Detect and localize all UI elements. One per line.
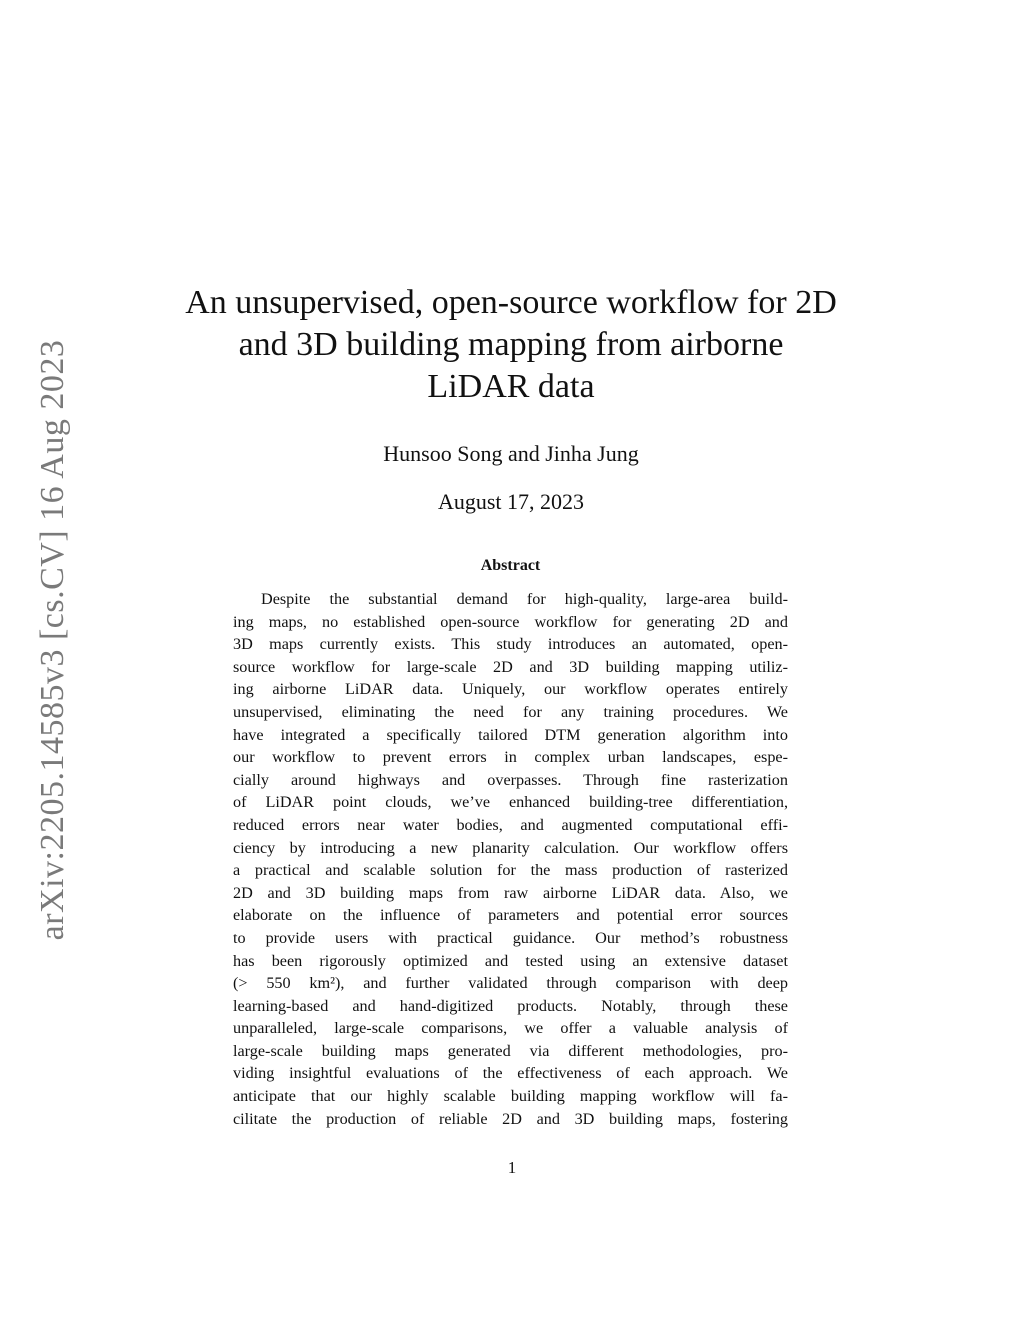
abstract-line: viding insightful evaluations of the effectiveness of each approach. We	[233, 1064, 788, 1083]
abstract-line: have integrated a specifically tailored DTM generation algorithm into	[233, 725, 788, 744]
abstract-line: has been rigorously optimized and tested using an extensive dataset	[233, 951, 788, 970]
abstract-line: elaborate on the influence of parameters and potential error sources	[233, 906, 788, 925]
abstract-line: our workflow to prevent errors in complex urban landscapes, espe-	[233, 748, 788, 767]
abstract-line: ing airborne LiDAR data. Uniquely, our workflow operates entirely	[233, 680, 788, 699]
abstract-line: Despite the substantial demand for high-quality, large-area build-	[261, 590, 788, 608]
abstract-line: large-scale building maps generated via different methodologies, pro-	[233, 1041, 788, 1060]
title-line: and 3D building mapping from airborne	[238, 326, 784, 363]
abstract-line: 3D maps currently exists. This study introduces an automated, open-	[233, 635, 788, 654]
abstract-line: cially around highways and overpasses. Through fine rasterization	[233, 770, 788, 789]
abstract-body	[233, 588, 788, 1130]
publication-date: August 17, 2023	[437, 489, 585, 514]
abstract-line: cilitate the production of reliable 2D and 3D building maps, fostering	[233, 1109, 788, 1128]
abstract-line: ing maps, no established open-source workflow for generating 2D and	[233, 612, 788, 631]
abstract-line: ciency by introducing a new planarity calculation. Our workflow offers	[233, 838, 788, 857]
abstract-line: unparalleled, large-scale comparisons, we offer a valuable analysis of	[233, 1019, 788, 1038]
abstract-line: unsupervised, eliminating the need for any training procedures. We	[233, 702, 788, 721]
paper-title	[170, 282, 852, 408]
arxiv-identifier: arXiv:2205.14585v3 [cs.CV] 16 Aug 2023	[34, 339, 71, 941]
author-list: Hunsoo Song and Jinha Jung	[383, 441, 639, 466]
abstract-line: (> 550 km²), and further validated through comparison with deep	[233, 974, 788, 993]
abstract-line: anticipate that our highly scalable building mapping workflow will fa-	[233, 1087, 788, 1106]
abstract-line: reduced errors near water bodies, and augmented computational effi-	[233, 815, 788, 834]
title-line: LiDAR data	[427, 368, 595, 405]
abstract-line: learning-based and hand-digitized products. Notably, through these	[233, 996, 788, 1015]
page-number: 1	[507, 1158, 517, 1177]
abstract-line: of LiDAR point clouds, we’ve enhanced building-tree differentiation,	[233, 793, 788, 812]
abstract-line: to provide users with practical guidance. Our method’s robustness	[233, 928, 788, 947]
abstract-line: source workflow for large-scale 2D and 3D building mapping utiliz-	[233, 657, 788, 676]
abstract-heading: Abstract	[480, 557, 541, 574]
title-block	[170, 282, 852, 517]
abstract-line: a practical and scalable solution for the mass production of rasterized	[233, 861, 788, 880]
title-line: An unsupervised, open-source workflow for 2D	[185, 284, 837, 321]
abstract-line: 2D and 3D building maps from raw airborne LiDAR data. Also, we	[233, 883, 788, 902]
